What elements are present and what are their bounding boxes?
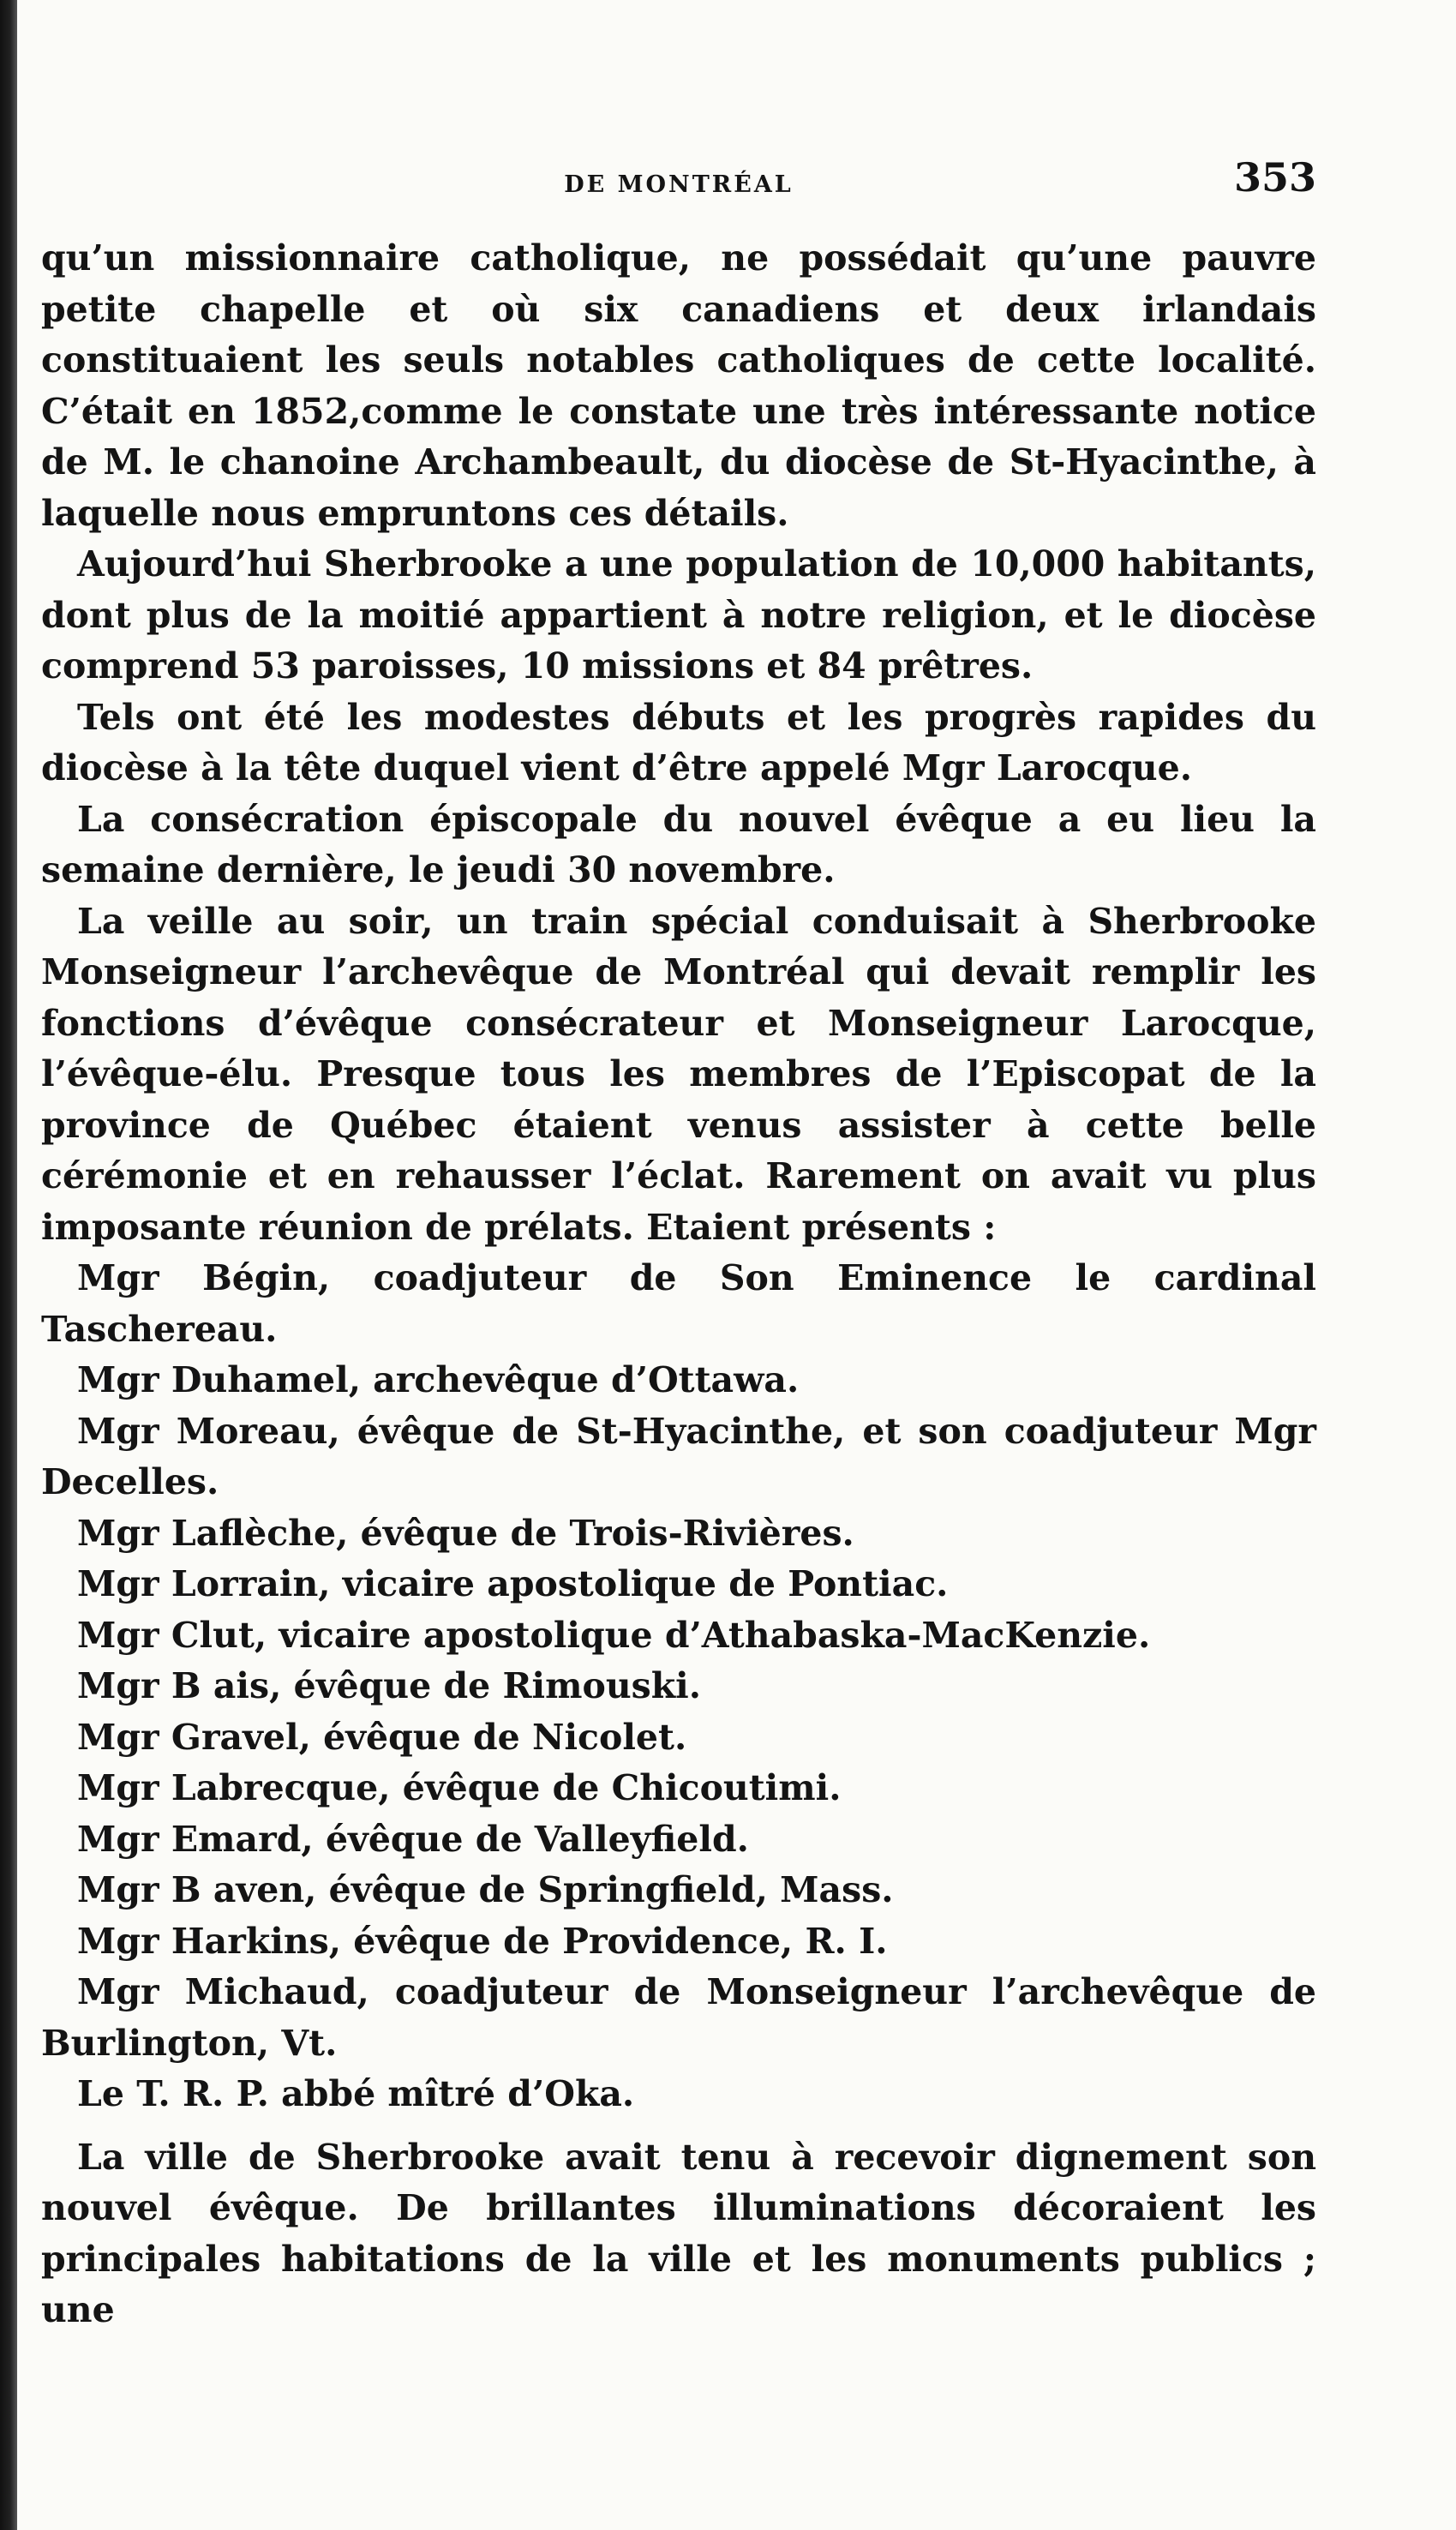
page-number: 353 <box>1233 154 1316 201</box>
list-item: Le T. R. P. abbé mîtré d’Oka. <box>77 2073 635 2114</box>
book-page <box>41 154 1316 2336</box>
list-item: Mgr Lorrain, vicaire apostolique de Pontiac. <box>77 1563 949 1604</box>
paragraph: Tels ont été les modestes débuts et les progrès rapides du diocèse à la tête duquel vient d’être appelé Mgr Larocque. <box>41 696 1316 788</box>
page-header <box>41 154 1316 214</box>
paragraph: qu’un missionnaire catholique, ne possédait qu’une pauvre petite chapelle et où six canadiens et deux irlandais constituaient les seuls notables catholiques de cette localité. C’était en 1852,comme le constate une très intéressante notice de M. le chanoine Archambeault, du diocèse de St-Hyacinthe, à laquelle nous empruntons ces détails. <box>41 237 1316 534</box>
list-item: Mgr Laflèche, évêque de Trois-Rivières. <box>77 1512 854 1554</box>
list-item: Mgr Duhamel, archevêque d’Ottawa. <box>77 1359 800 1400</box>
list-item: Mgr Harkins, évêque de Providence, R. I. <box>77 1920 888 1962</box>
list-item: Mgr Michaud, coadjuteur de Monseigneur l’archevêque de Burlington, Vt. <box>41 1971 1316 2064</box>
list-item: Mgr B ais, évêque de Rimouski. <box>77 1665 702 1706</box>
list-item: Mgr Moreau, évêque de St-Hyacinthe, et son coadjuteur Mgr Decelles. <box>41 1410 1316 1502</box>
paragraph: La consécration épiscopale du nouvel évêque a eu lieu la semaine dernière, le jeudi 30 novembre. <box>41 798 1316 890</box>
running-title: DE MONTRÉAL <box>564 171 794 198</box>
list-item: Mgr Labrecque, évêque de Chicoutimi. <box>77 1767 842 1808</box>
paragraph: La veille au soir, un train spécial conduisait à Sherbrooke Monseigneur l’archevêque de Montréal qui devait remplir les fonctions d’évêque consécrateur et Monseigneur Larocque, l’évêque-élu. Presque tous les membres de l’Episcopat de la province de Québec étaient venus assister à cette belle cérémonie et en rehausser l’éclat. Rarement on avait vu plus imposante réunion de prélats. Etaient présents : <box>41 900 1316 1248</box>
list-item: Mgr Bégin, coadjuteur de Son Eminence le cardinal Taschereau. <box>41 1257 1316 1350</box>
paragraph: La ville de Sherbrooke avait tenu à recevoir dignement son nouvel évêque. De brillantes illuminations décoraient les principales habitations de la ville et les monuments publics ; une <box>41 2136 1316 2330</box>
list-item: Mgr Gravel, évêque de Nicolet. <box>77 1716 687 1758</box>
list-item: Mgr Emard, évêque de Valleyfield. <box>77 1818 749 1860</box>
book-spine-edge <box>0 0 17 2530</box>
body-text <box>41 233 1316 2336</box>
list-item: Mgr B aven, évêque de Springfield, Mass. <box>77 1869 894 1910</box>
paragraph: Aujourd’hui Sherbrooke a une population de 10,000 habitants, dont plus de la moitié appartient à notre religion, et le diocèse comprend 53 paroisses, 10 missions et 84 prêtres. <box>41 543 1316 686</box>
list-item: Mgr Clut, vicaire apostolique d’Athabaska-MacKenzie. <box>77 1614 1151 1656</box>
